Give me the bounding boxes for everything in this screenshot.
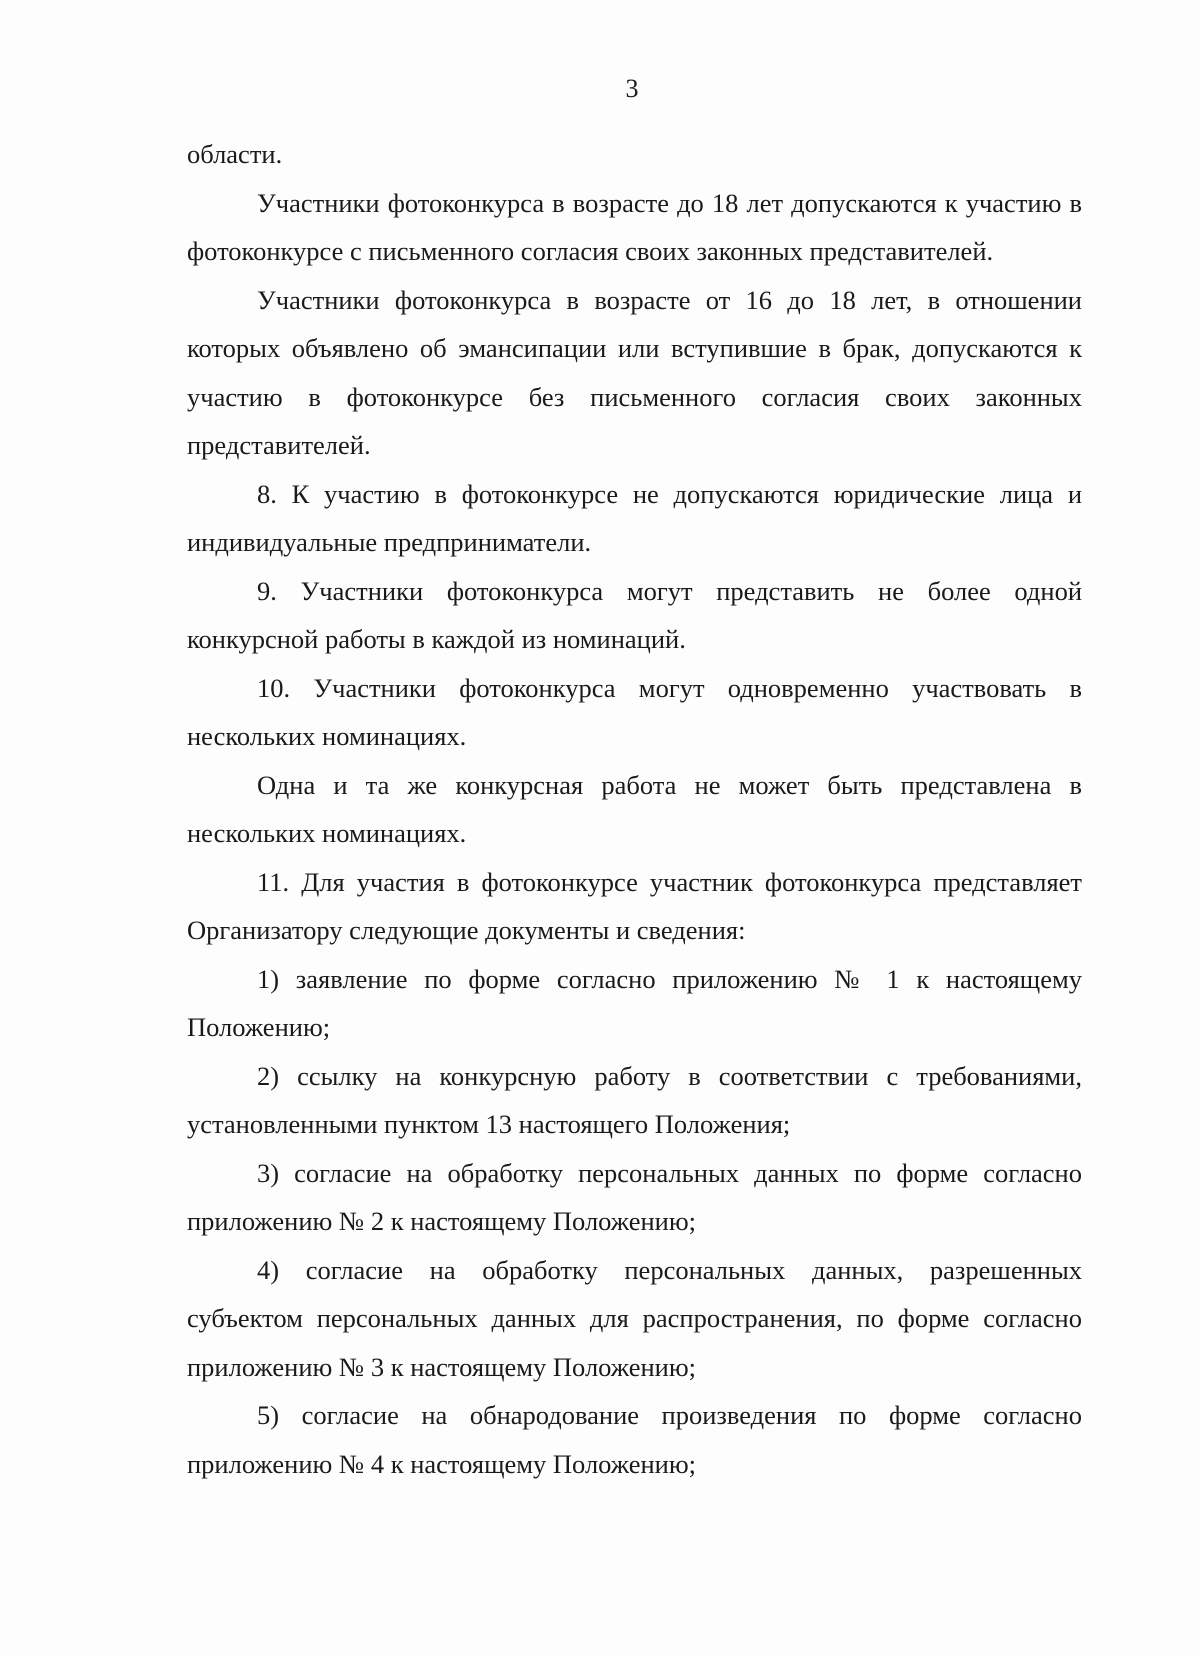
paragraph: Участники фотоконкурса в возрасте от 16 до 18 лет, в отношении которых объявлено об эмансипации или вступившие в брак, допускаются к участию в фотоконкурсе без письменного согласия своих законных представителей.: [187, 284, 1082, 460]
paragraph: 9. Участники фотоконкурса могут представить не более одной конкурсной работы в каждой из номинаций.: [187, 575, 1082, 654]
paragraph: области.: [187, 139, 283, 169]
paragraph: 3) согласие на обработку персональных данных по форме согласно приложению № 2 к настоящему Положению;: [187, 1157, 1082, 1236]
body-text: [187, 130, 1082, 1488]
paragraph: 1) заявление по форме согласно приложению № 1 к настоящему Положению;: [187, 963, 1082, 1042]
paragraph: Участники фотоконкурса в возрасте до 18 лет допускаются к участию в фотоконкурсе с письменного согласия своих законных представителей.: [187, 187, 1082, 266]
page-number: 3: [625, 74, 639, 103]
paragraph: 10. Участники фотоконкурса могут одновременно участвовать в нескольких номинациях.: [187, 672, 1082, 751]
paragraph: Одна и та же конкурсная работа не может быть представлена в нескольких номинациях.: [187, 769, 1082, 848]
paragraph: 11. Для участия в фотоконкурсе участник фотоконкурса представляет Организатору следующие документы и сведения:: [187, 866, 1082, 945]
paragraph: 2) ссылку на конкурсную работу в соответствии с требованиями, установленными пунктом 13 настоящего Положения;: [187, 1060, 1082, 1139]
paragraph: 4) согласие на обработку персональных данных, разрешенных субъектом персональных данных для распространения, по форме согласно приложению № 3 к настоящему Положению;: [187, 1254, 1082, 1382]
paragraph: 8. К участию в фотоконкурсе не допускаются юридические лица и индивидуальные предприниматели.: [187, 478, 1082, 557]
paragraph: 5) согласие на обнародование произведения по форме согласно приложению № 4 к настоящему Положению;: [187, 1400, 1082, 1479]
